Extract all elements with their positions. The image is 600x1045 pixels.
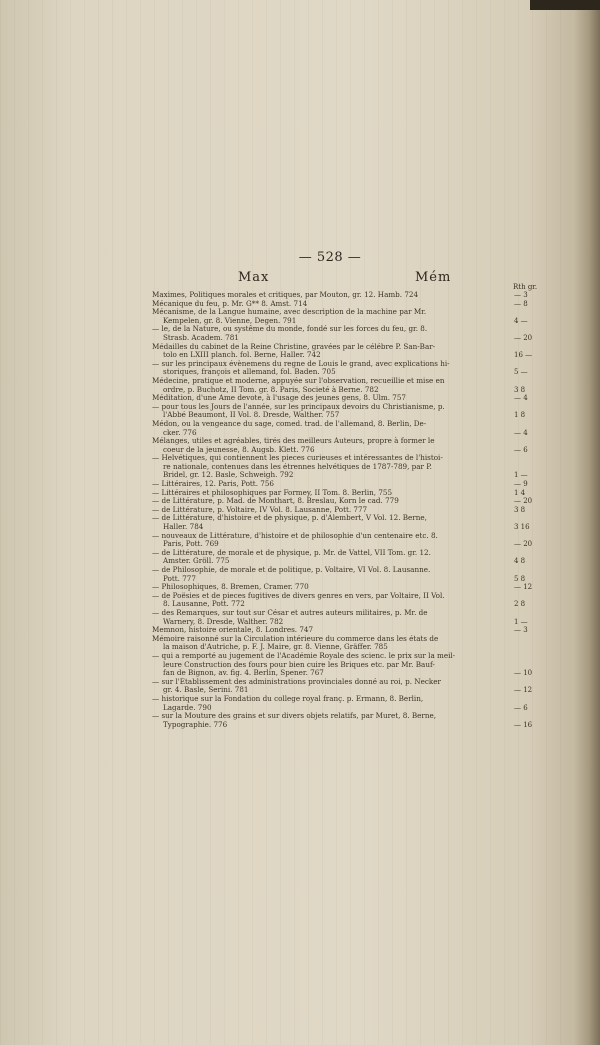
entry-text: — historique sur la Fondation du college royal franç. p. Ermann, 8. Berlin, <box>152 693 424 703</box>
price-column-header: Rth gr. <box>513 283 538 291</box>
entry-text: — pour tous les Jours de l'année, sur les principaux devoirs du Christianisme, p. <box>152 401 445 411</box>
catalog-entry <box>152 375 526 394</box>
entry-continuation: Kempelen, gr. 8. Vienne, Degen. 791 <box>163 315 297 325</box>
entry-continuation: 8. Lausanne, Pott. 772 <box>163 599 245 609</box>
running-header <box>150 250 510 290</box>
entry-continuation: Typographie. 776 <box>163 719 228 729</box>
entry-price: — 16 <box>514 720 533 729</box>
catalog-entry <box>152 401 526 420</box>
entry-price: — 6 <box>514 703 528 712</box>
catalog-entry <box>152 436 528 454</box>
entry-text: — de Littérature, de morale et de physique, p. Mr. de Vattel, VII Tom. gr. 12. <box>152 547 431 557</box>
catalog-entry <box>152 590 526 609</box>
entry-price: — 8 <box>514 299 528 308</box>
catalog-entry <box>152 693 528 712</box>
page-number: — 528 — <box>298 250 362 265</box>
catalog-entries <box>152 290 533 729</box>
entry-text: — des Remarques, sur tout sur César et autres auteurs militaires, p. Mr. de <box>152 607 428 617</box>
entry-text: — sur l'Etablissement des administrations provinciales donné au roi, p. Necker <box>152 676 441 686</box>
entry-text: Mémoire raisonné sur la Circulation intérieure du commerce dans les états de <box>152 633 439 643</box>
catalog-entry <box>152 676 533 695</box>
entry-continuation: Warnery, 8. Dresde, Walther. 782 <box>163 616 284 626</box>
catalog-entry <box>152 453 528 480</box>
entry-continuation: coeur de la jeunesse, 8. Augsb. Klett. 776 <box>163 444 315 454</box>
entry-text: Maximes, Politiques morales et critiques, par Mouton, gr. 12. Hamb. 724 <box>152 290 419 299</box>
entry-price: — 12 <box>514 686 533 695</box>
entry-price: 4 — <box>514 316 528 325</box>
catalog-entry <box>152 418 528 437</box>
entry-price: — 9 <box>514 480 528 489</box>
entry-price: — 20 <box>514 497 533 506</box>
entry-text: — sur les principaux évènemens du regne de Louis le grand, avec explications hi- <box>152 358 450 368</box>
entry-price: — 6 <box>514 445 528 454</box>
catalog-entry <box>152 547 526 566</box>
entry-text: — de Philosophie, de morale et de politique, p. Voltaire, VI Vol. 8. Lausanne. <box>152 565 431 574</box>
entry-price: 1 4 <box>514 488 526 497</box>
entry-continuation: Strasb. Academ. 781 <box>163 332 239 342</box>
entry-price: 16 — <box>514 351 533 360</box>
entry-price: 1 — <box>514 471 528 480</box>
entry-continuation: re nationale, contenues dans les étrennes helvétiques de 1787-789, par P. <box>163 461 432 471</box>
entry-text: — Helvétiques, qui contiennent les pieces curieuses et intéressantes de l'histoi- <box>152 453 443 463</box>
entry-text: — nouveaux de Littérature, d'histoire et de philosophie d'un centenaire etc. 8. <box>152 530 438 540</box>
header-right-word: Mém <box>415 270 452 285</box>
entry-continuation: leure Construction des fours pour bien cuire les Briques etc. par Mr. Bauf- <box>163 659 435 669</box>
entry-continuation: Bridel, gr. 12. Basle, Schweigh. 792 <box>163 470 294 480</box>
entry-text: — le, de la Nature, ou systême du monde, fondé sur les forces du feu, gr. 8. <box>152 324 428 334</box>
entry-price: 1 8 <box>514 411 526 420</box>
entry-price: — 10 <box>514 669 533 678</box>
catalog-entry <box>152 324 533 342</box>
entry-price: — 3 <box>514 291 528 299</box>
catalog-entry <box>152 307 528 325</box>
entry-text: Médailles du cabinet de la Reine Christine, gravées par le célébre P. San-Bar- <box>152 341 436 351</box>
catalog-entry <box>152 607 528 626</box>
entry-price: 2 8 <box>514 600 526 609</box>
entry-continuation: gr. 4. Basle, Serini. 781 <box>163 685 249 695</box>
entry-price: — 4 <box>514 394 528 403</box>
entry-text: Médon, ou la vengeance du sage, comed. trad. de l'allemand, 8. Berlin, De- <box>152 418 427 428</box>
catalog-entry <box>152 341 533 360</box>
catalog-entry <box>152 513 530 532</box>
catalog-entry <box>152 358 528 377</box>
entry-text: — de Littérature, p. Voltaire, IV Vol. 8. Lausanne, Pott. 777 <box>152 504 368 514</box>
entry-continuation: tolo en LXIII planch. fol. Berne, Haller. 742 <box>163 350 321 360</box>
entry-price: — 4 <box>514 428 528 437</box>
dark-corner <box>530 0 600 10</box>
entry-price: 3 8 <box>514 385 526 394</box>
entry-continuation: cker. 776 <box>163 427 197 437</box>
entry-continuation: Pott. 777 <box>163 573 196 583</box>
catalog-entry <box>152 530 533 549</box>
entry-price: 3 16 <box>514 523 530 532</box>
entry-text: Méditation, d'une Ame devote, à l'usage des jeunes gens, 8. Ulm. 757 <box>152 393 406 403</box>
entry-text: — de Littérature, p. Mad. de Monthart, 8. Breslau, Korn le cad. 779 <box>152 496 399 506</box>
entry-continuation: ordre, p. Buchotz, II Tom. gr. 8. Paris, Societé à Berne. 782 <box>163 384 379 394</box>
entry-text: — qui a remporté au jugement de l'Académie Royale des scienc. le prix sur la meil- <box>152 650 456 660</box>
entry-price: 1 — <box>514 617 528 626</box>
entry-text: Mélanges, utiles et agréables, tirés des meilleurs Auteurs, propre à former le <box>152 436 435 446</box>
entry-continuation: Lagarde. 790 <box>163 702 212 712</box>
entry-continuation: Paris, Pott. 769 <box>163 539 219 549</box>
entry-price: — 20 <box>514 333 533 342</box>
entry-price: — 3 <box>514 626 528 635</box>
entry-text: — Littéraires, 12. Paris, Pott. 756 <box>152 479 274 489</box>
entry-continuation: storiques, françois et allemand, fol. Baden. 705 <box>163 367 336 377</box>
entry-text: — de Poësies et de pieces fugitives de divers genres en vers, par Voltaire, II Vol. <box>152 590 445 600</box>
entry-text: Memnon, histoire orientale, 8. Londres. 747 <box>152 625 314 635</box>
catalog-entry <box>152 565 526 583</box>
entry-text: — sur la Mouture des grains et sur divers objets relatifs, par Muret, 8. Berne, <box>152 711 436 721</box>
page-edge <box>572 0 600 1045</box>
entry-continuation: Haller. 784 <box>163 522 204 532</box>
header-left-word: Max <box>238 270 270 285</box>
entry-text: — de Littérature, d'histoire et de physique, p. d'Alembert, V Vol. 12. Berne, <box>152 513 427 523</box>
entry-text: — Philosophiques, 8. Bremen, Cramer. 770 <box>152 582 309 592</box>
catalog-entry <box>152 711 533 729</box>
entry-continuation: fan de Bignon, av. fig. 4. Berlin, Spener. 767 <box>163 668 324 678</box>
entry-text: Médecine, pratique et moderne, appuyée sur l'observation, recueillie et mise en <box>152 375 445 385</box>
entry-text: Mécanique du feu, p. Mr. G** 8. Amst. 714 <box>152 298 308 308</box>
entry-price: 5 — <box>514 368 528 377</box>
entry-price: — 12 <box>514 583 533 592</box>
entry-continuation: Amster. Gröll. 775 <box>163 556 230 566</box>
entry-price: 3 8 <box>514 505 526 514</box>
entry-price: 4 8 <box>514 557 526 566</box>
entry-price: — 20 <box>514 540 533 549</box>
entry-price: 5 8 <box>514 574 526 583</box>
entry-continuation: l'Abbé Beaumont, II Vol. 8. Dresde, Walther. 757 <box>163 410 340 420</box>
catalog-entry <box>152 635 497 652</box>
entry-text: — Littéraires et philosophiques par Formey, II Tom. 8. Berlin, 755 <box>152 487 393 497</box>
entry-continuation: la maison d'Autriche, p. F. J. Maire, gr. 8. Vienne, Gräffer. 785 <box>163 642 388 652</box>
entry-text: Mécanisme, de la Langue humaine, avec description de la machine par Mr. <box>152 307 427 317</box>
catalog-entry <box>152 650 533 678</box>
